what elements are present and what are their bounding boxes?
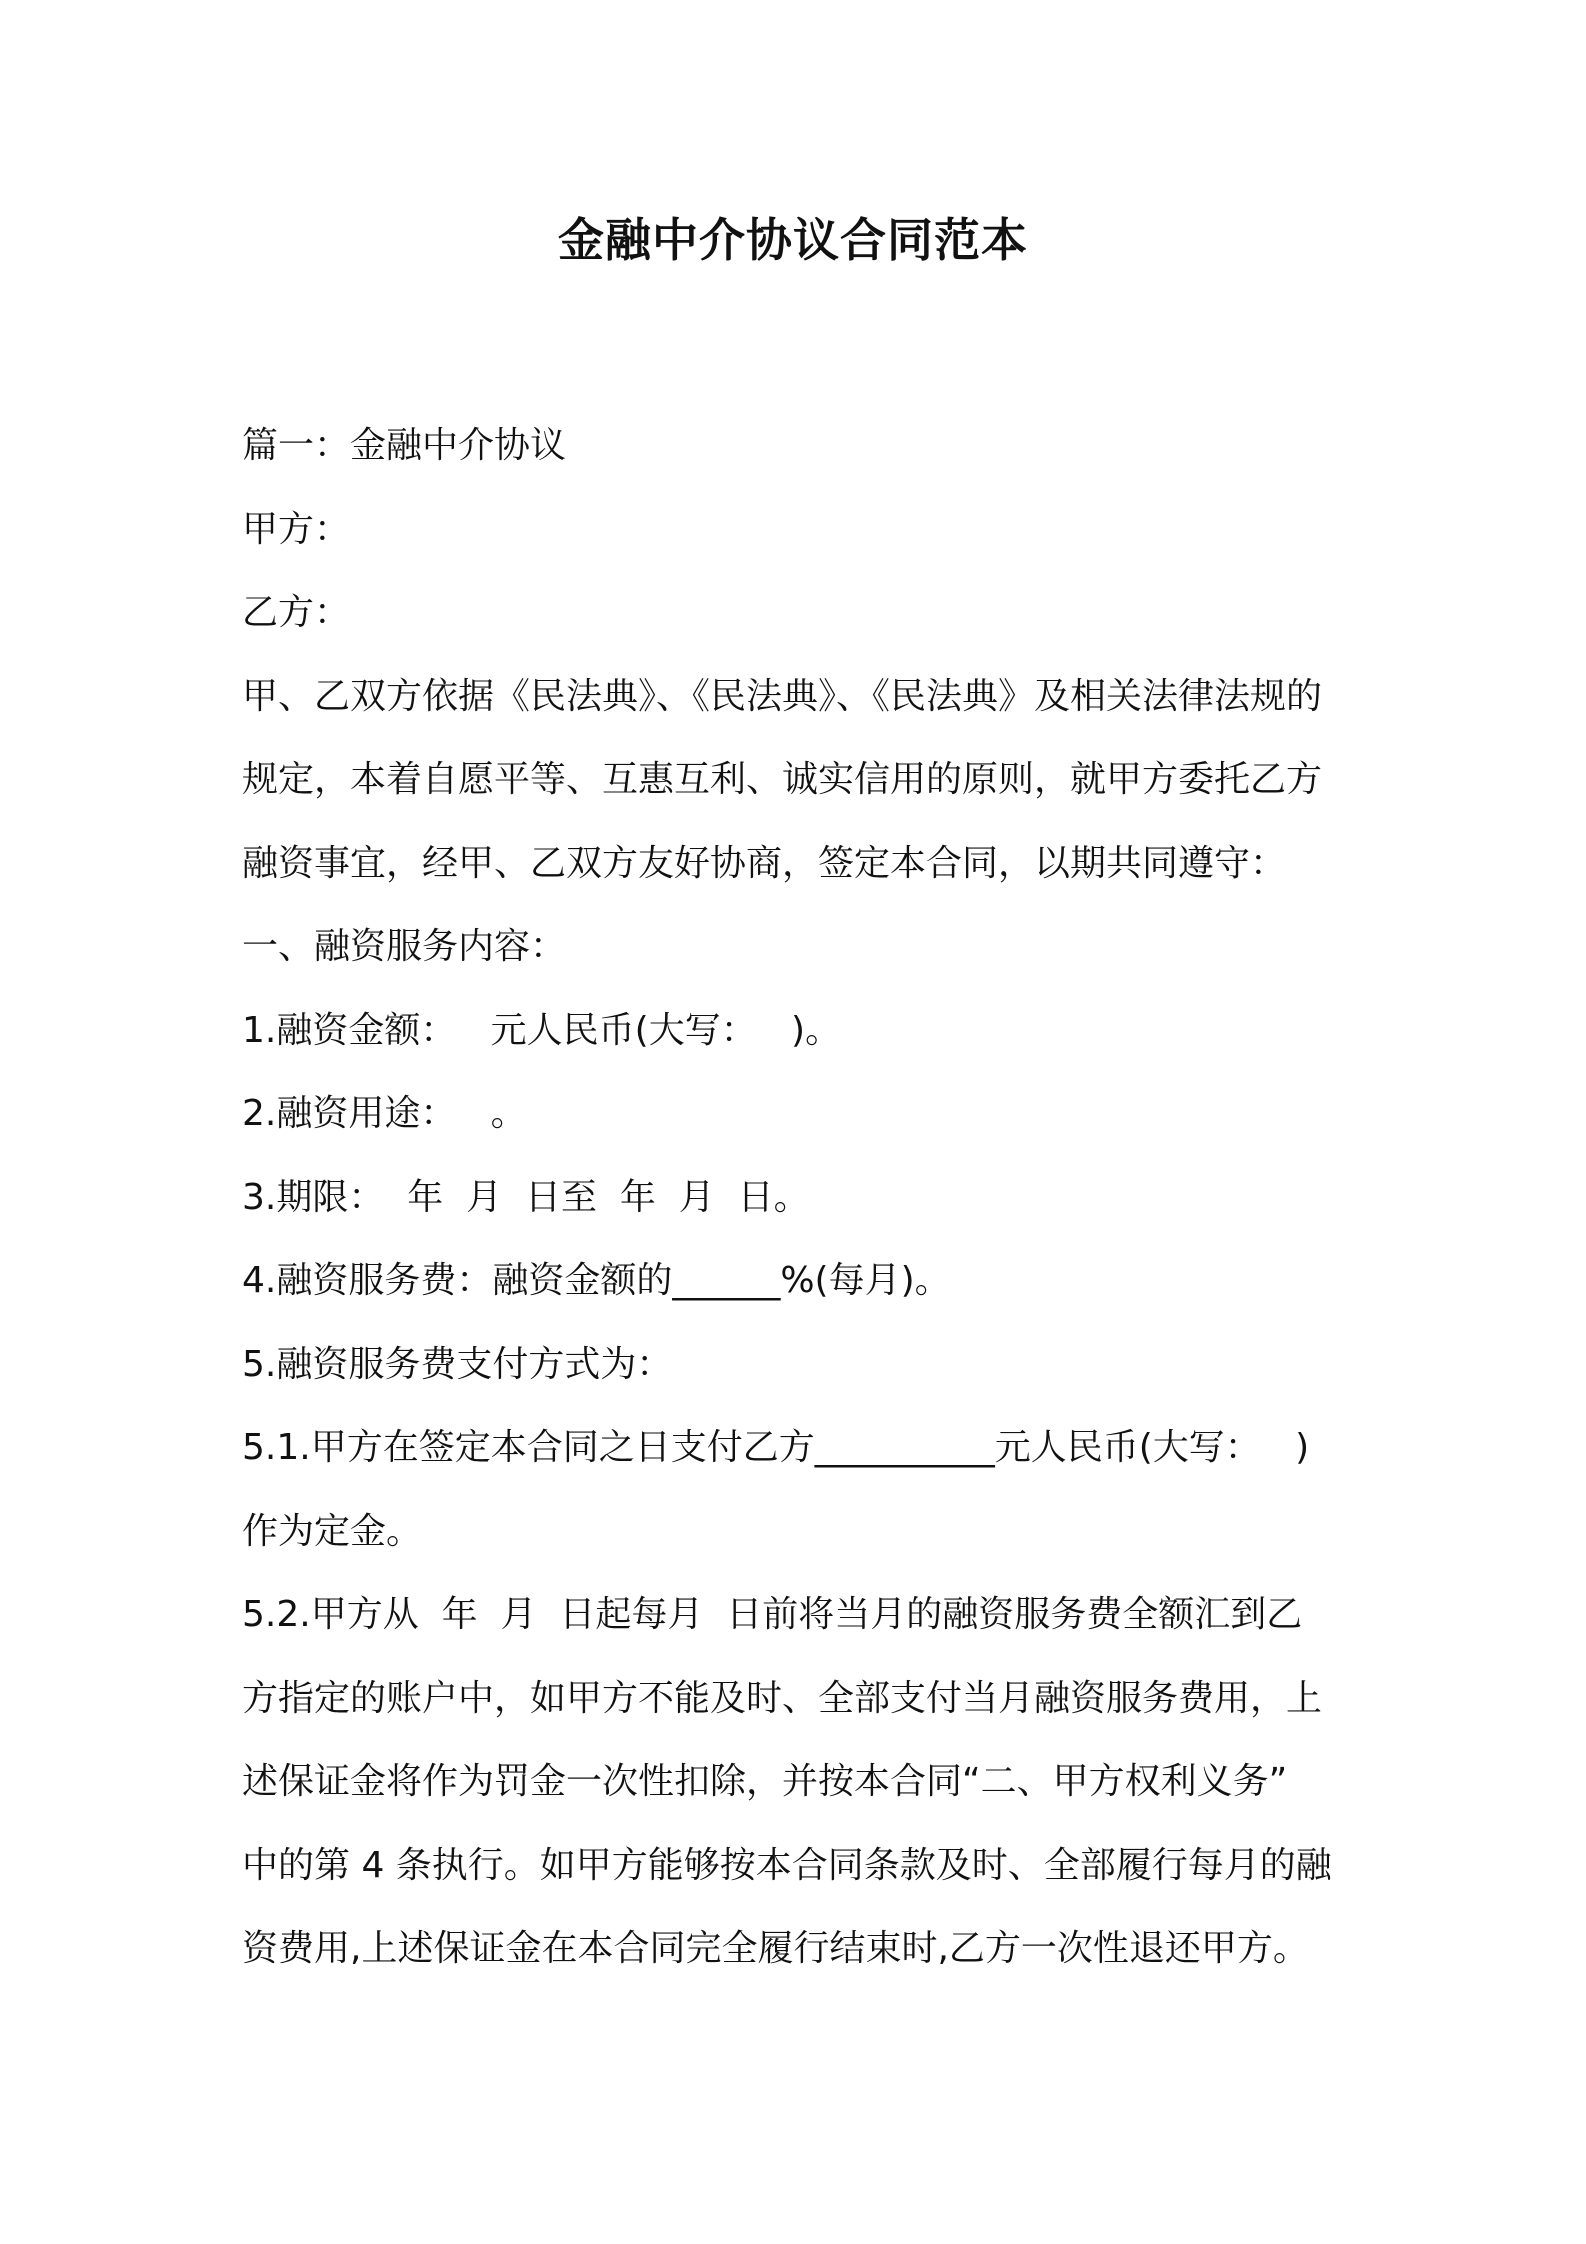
clause-line: 5.融资服务费支付方式为： <box>242 1343 673 1385</box>
paragraph-line: 规定，本着自愿平等、互惠互利、诚实信用的原则，就甲方委托乙方 <box>242 759 1323 800</box>
document-title: 金融中介协议合同范本 <box>558 213 1028 267</box>
clause-line: 1.融资金额： 元人民币(大写： )。 <box>242 1009 842 1051</box>
clause-line: 方指定的账户中，如甲方不能及时、全部支付当月融资服务费用，上 <box>242 1677 1323 1719</box>
clause-line: 资费用,上述保证金在本合同完全履行结束时,乙方一次性退还甲方。 <box>242 1928 1309 1969</box>
clause-line: 5.1.甲方在签定本合同之日支付乙方__________元人民币(大写： ) <box>242 1427 1310 1468</box>
clause-line: 2.融资用途： 。 <box>242 1093 527 1134</box>
clause-line: 4.融资服务费：融资金额的______%(每月)。 <box>242 1260 951 1301</box>
paragraph-line: 乙方： <box>242 592 351 633</box>
clause-line: 中的第 4 条执行。如甲方能够按本合同条款及时、全部履行每月的融 <box>242 1844 1332 1886</box>
document-body <box>242 404 1362 1991</box>
paragraph-line: 甲方： <box>242 508 351 550</box>
clause-line: 作为定金。 <box>242 1510 423 1552</box>
clause-line: 述保证金将作为罚金一次性扣除，并按本合同“二、甲方权利义务” <box>242 1761 1288 1802</box>
clause-line: 3.期限： 年 月 日至 年 月 日。 <box>242 1176 810 1218</box>
paragraph-line: 甲、乙双方依据《民法典》、《民法典》、《民法典》及相关法律法规的 <box>242 675 1323 717</box>
paragraph-line: 融资事宜，经甲、乙双方友好协商，签定本合同，以期共同遵守： <box>242 842 1287 884</box>
paragraph-line: 篇一：金融中介协议 <box>242 425 567 466</box>
clause-line: 5.2.甲方从 年 月 日起每月 日前将当月的融资服务费全额汇到乙 <box>242 1594 1303 1635</box>
section-heading: 一、融资服务内容： <box>242 926 567 967</box>
